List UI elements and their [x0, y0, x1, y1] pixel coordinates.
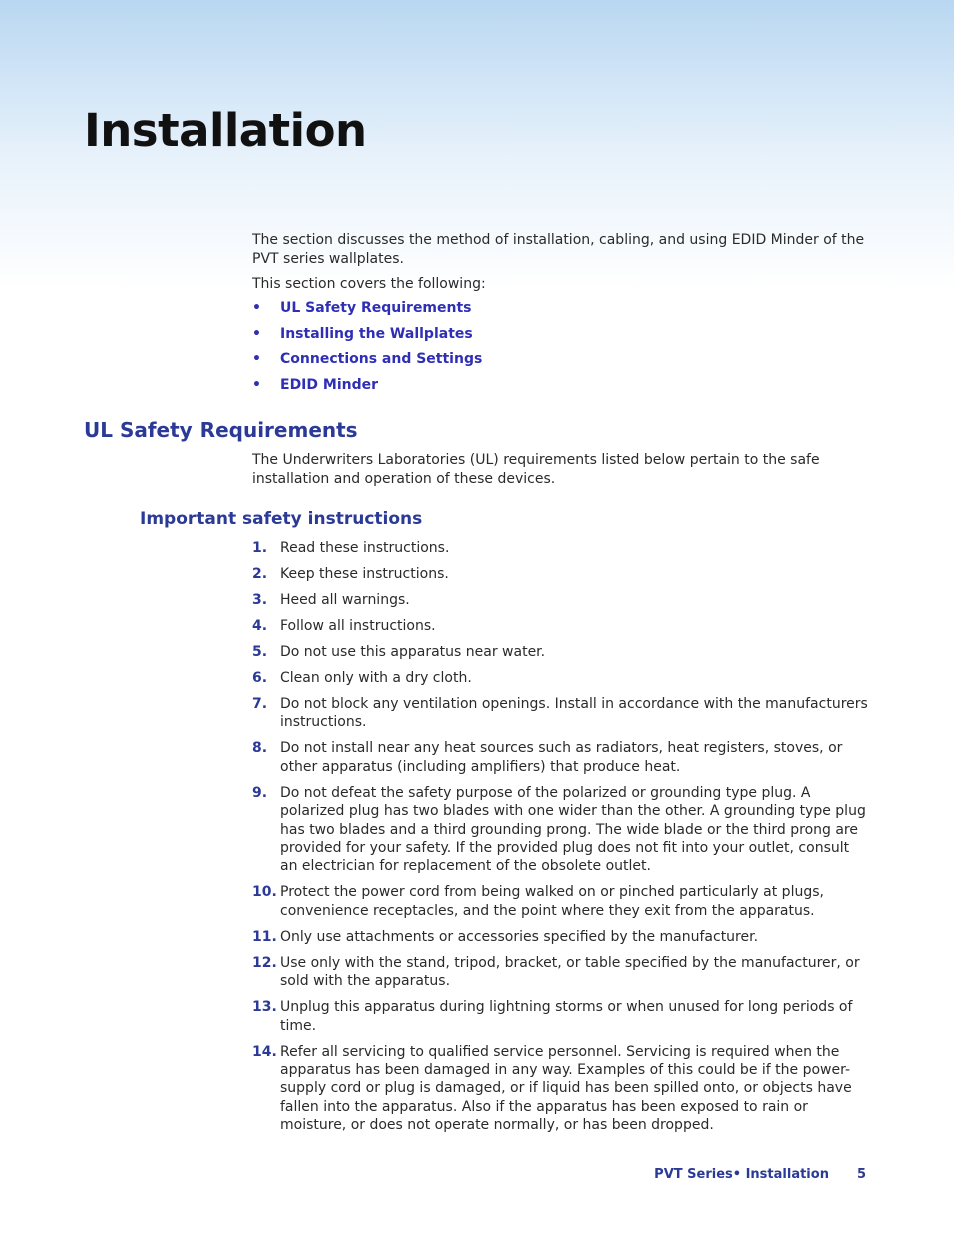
instruction-number: 2. — [252, 566, 268, 582]
intro-paragraph: The section discusses the method of installation, cabling, and using EDID Minder of the PVT series wallplates. — [252, 232, 865, 267]
instruction-number: 9. — [252, 784, 268, 801]
instruction-item — [252, 883, 868, 920]
covers-intro: This section covers the following: — [252, 276, 486, 292]
instruction-text: Clean only with a dry cloth. — [280, 670, 472, 686]
instruction-number: 7. — [252, 696, 268, 712]
section-paragraph: The Underwriters Laboratories (UL) requirements listed below pertain to the safe installation and operation of these devices. — [252, 452, 820, 487]
list-item — [252, 300, 482, 326]
bullet-icon: • — [252, 325, 261, 342]
instruction-text: Read these instructions. — [280, 540, 450, 556]
subsection-heading: Important safety instructions — [140, 509, 423, 529]
instruction-number: 11. — [252, 928, 277, 945]
instruction-item — [252, 669, 868, 687]
instruction-item — [252, 954, 868, 991]
instruction-number: 14. — [252, 1043, 277, 1060]
page-number: 5 — [856, 1167, 866, 1182]
instruction-number: 3. — [252, 592, 268, 608]
instruction-text: Do not install near any heat sources such as radiators, heat registers, stoves, or other apparatus (including amplifiers) that produce heat. — [280, 740, 843, 775]
footer-label: PVT Series• Installation — [654, 1167, 829, 1182]
instruction-item — [252, 928, 868, 946]
instruction-number: 1. — [252, 540, 268, 556]
instruction-number: 13. — [252, 999, 277, 1016]
instruction-item — [252, 739, 868, 776]
page-footer — [654, 1167, 866, 1182]
instruction-number: 12. — [252, 954, 277, 971]
bullet-icon: • — [252, 351, 261, 368]
instruction-text: Only use attachments or accessories specified by the manufacturer. — [280, 928, 759, 945]
bullet-icon: • — [252, 377, 261, 394]
list-item — [252, 326, 482, 352]
instruction-item — [252, 617, 868, 635]
instruction-item — [252, 565, 868, 583]
instruction-number: 6. — [252, 670, 268, 686]
instruction-text: Use only with the stand, tripod, bracket, or table specified by the manufacturer, or sold with the apparatus. — [280, 954, 860, 990]
section-links-list — [252, 300, 482, 403]
instruction-text: Do not defeat the safety purpose of the polarized or grounding type plug. A polarized plug has two blades with one wider than the other. A grounding type plug has two blades and a third grounding prong. The wide blade or the third prong are provided for your safety. If the provided plug does not fit into your outlet, consult an electrician for replacement of the obsolete outlet. — [280, 784, 866, 875]
link-ul-safety-requirements[interactable]: UL Safety Requirements — [280, 300, 472, 316]
link-installing-the-wallplates[interactable]: Installing the Wallplates — [280, 325, 473, 342]
section-heading: UL Safety Requirements — [84, 418, 358, 442]
instruction-text: Do not block any ventilation openings. Install in accordance with the manufacturers instructions. — [280, 696, 868, 731]
instruction-text: Unplug this apparatus during lightning storms or when unused for long periods of time. — [280, 999, 853, 1034]
instruction-text: Protect the power cord from being walked on or pinched particularly at plugs, convenience receptacles, and the point where they exit from the apparatus. — [280, 884, 824, 919]
page-title: Installation — [84, 104, 367, 157]
instruction-item — [252, 998, 868, 1035]
instruction-text: Do not use this apparatus near water. — [280, 644, 546, 660]
instruction-item — [252, 643, 868, 661]
list-item — [252, 351, 482, 377]
list-item — [252, 377, 482, 403]
safety-instructions-list — [252, 539, 868, 1142]
link-edid-minder[interactable]: EDID Minder — [280, 377, 379, 394]
instruction-text: Keep these instructions. — [280, 566, 449, 582]
instruction-item — [252, 784, 868, 876]
instruction-text: Refer all servicing to qualified service personnel. Servicing is required when the apparatus has been damaged in any way. Examples of this could be if the power-supply cord or plug is damaged, or if liquid has been spilled onto, or objects have fallen into the apparatus. Also if the apparatus has been exposed to rain or moisture, or does not operate normally, or has been dropped. — [280, 1043, 852, 1134]
bullet-icon: • — [252, 300, 261, 316]
instruction-item — [252, 695, 868, 732]
instruction-text: Follow all instructions. — [280, 618, 436, 634]
link-connections-and-settings[interactable]: Connections and Settings — [280, 351, 483, 368]
instruction-number: 8. — [252, 740, 268, 757]
instruction-item — [252, 539, 868, 557]
instruction-text: Heed all warnings. — [280, 592, 410, 608]
instruction-item — [252, 1043, 868, 1135]
instruction-number: 4. — [252, 618, 268, 634]
instruction-number: 5. — [252, 644, 268, 660]
instruction-number: 10. — [252, 884, 277, 901]
instruction-item — [252, 591, 868, 609]
